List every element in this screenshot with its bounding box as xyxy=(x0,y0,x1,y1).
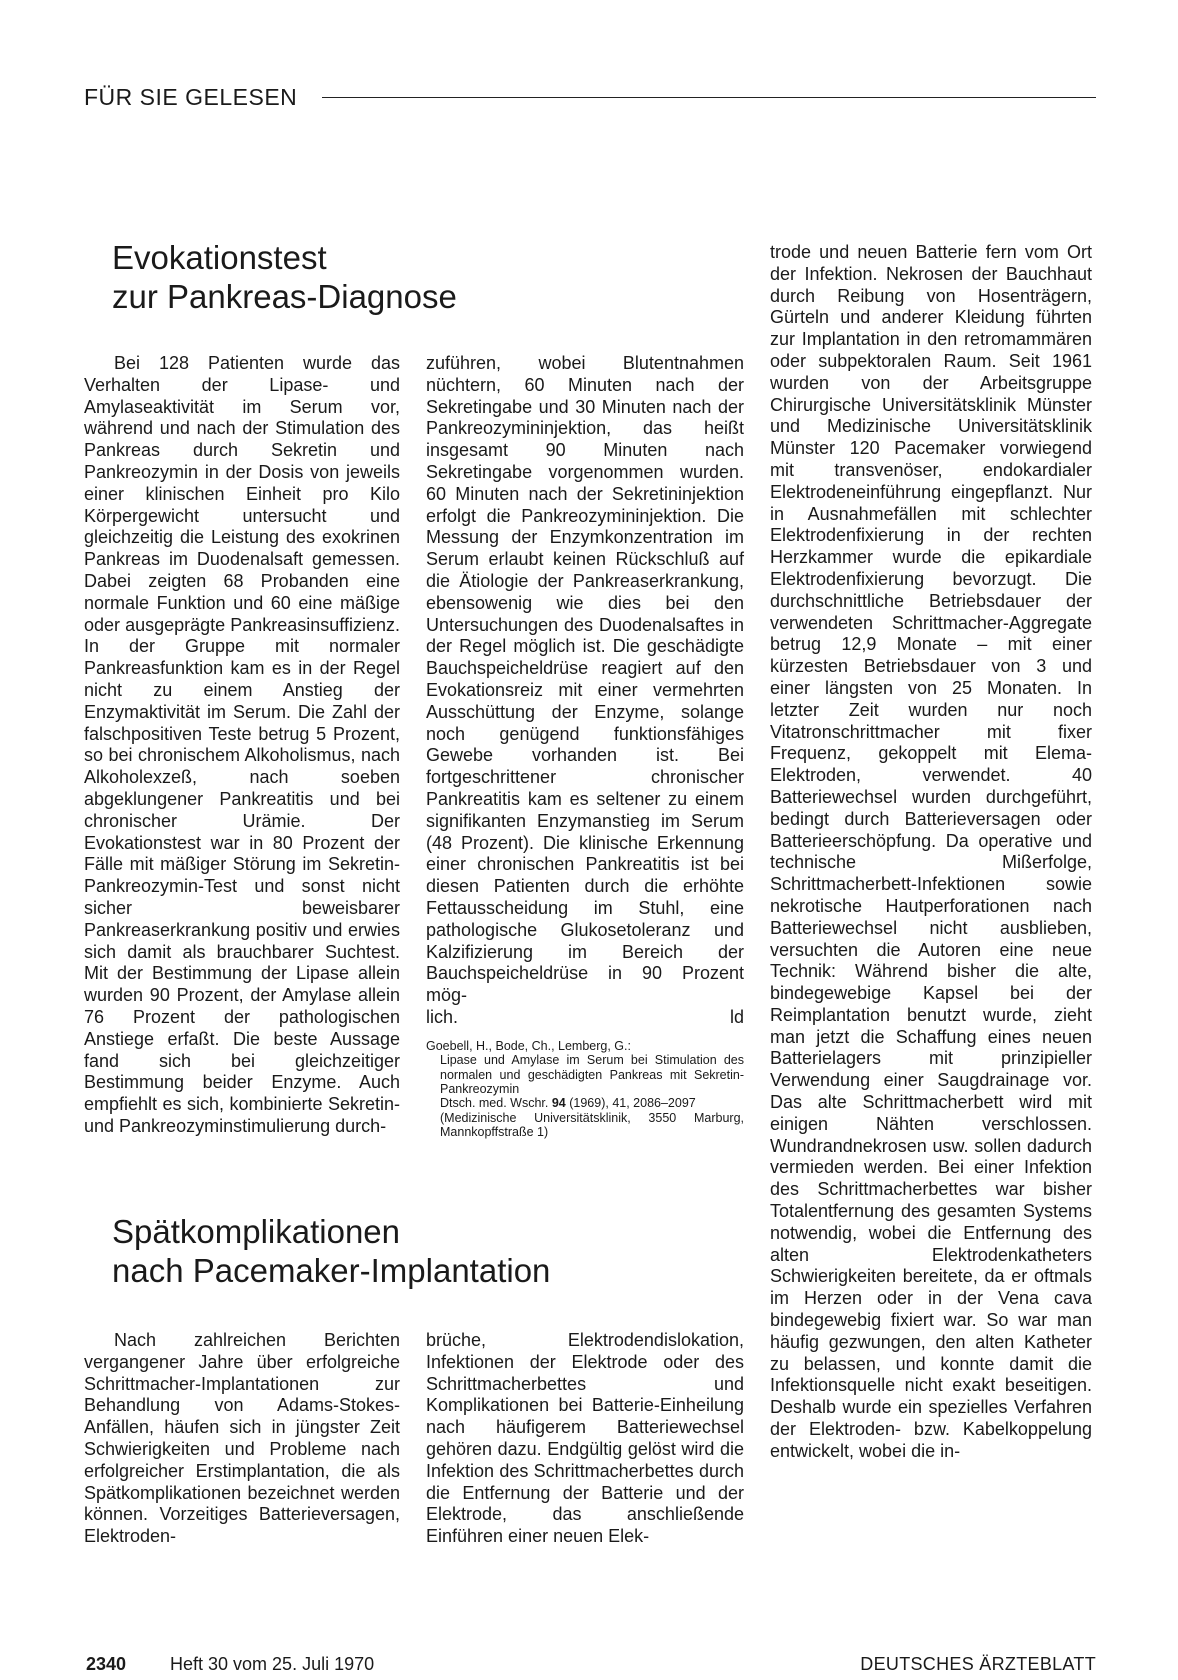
reference-issue: (1969), 41, 2086–2097 xyxy=(569,1096,696,1111)
article2-col2-text: brüche, Elektrodendislokation, Infektionen der Elektrode oder des Schrittmacherbettes und Komplikationen bei Batterie-Einheilung nach häufigerem Batteriewechsel gehören dazu. Endgültig gelöst wird die Infektion des Schrittmacherbettes durch die Entfernung der Batterie und der Elektrode, das anschließende Einführen einer neuen Elek- xyxy=(426,1330,744,1547)
reference-journal: Dtsch. med. Wschr. xyxy=(440,1096,549,1111)
article1-signature: ld xyxy=(729,1006,744,1027)
issue-date: Heft 30 vom 25. Juli 1970 xyxy=(170,1654,375,1674)
section-header xyxy=(84,82,1096,116)
article2-title-line1: Spätkomplikationen xyxy=(112,1213,401,1250)
article1-title-line2: zur Pankreas-Diagnose xyxy=(112,278,457,315)
page-number: 2340 xyxy=(86,1654,127,1674)
reference-volume: 94 xyxy=(551,1096,566,1111)
article1-col2-last: lich. xyxy=(426,1006,459,1027)
article1-signoff xyxy=(426,1007,744,1029)
section-label: FÜR SIE GELESEN xyxy=(84,84,298,110)
article1-col1-text: Bei 128 Patienten wurde das Verhalten der Lipase- und Amylaseaktivität im Serum vor, während und nach der Stimulation des Pankreas durch Sekretin und Pankreozymin in der Dosis von jeweils einer klinischen Einheit pro Kilo Körpergewicht untersucht und gleichzeitig die Leistung des exokrinen Pankreas im Duodenalsaft gemessen. Dabei zeigten 68 Probanden eine normale Funktion und 60 eine mäßige oder ausgeprägte Pankreasinsuffizienz. In der Gruppe mit normaler Pankreasfunktion kam es in der Regel nicht zu einem Anstieg der Enzymaktivität im Serum. Die Zahl der falschpositiven Teste betrug 5 Prozent, so bei chronischem Alkoholismus, nach Alkoholexzeß, nach soeben abgeklungener Pankreatitis und bei chronischer Urämie. Der Evokationstest war in 80 Prozent der Fälle mit mäßiger Störung im Sekretin-Pankreozymin-Test und sonst nicht sicher beweisbarer Pankreaserkrankung positiv und erwies sich damit als brauchbarer Suchtest. Mit der Bestimmung der Lipase allein wurden 90 Prozent, der Amylase allein 76 Prozent der pathologischen Anstiege erfaßt. Die beste Aussage fand sich bei gleichzeitiger Bestimmung beider Enzyme. Auch empfiehlt es sich, kombinierte Sekretin- und Pankreozyminstimulierung durch- xyxy=(84,353,400,1136)
reference-institution: (Medizinische Universitätsklinik, 3550 Marburg, Mannkopffstraße 1) xyxy=(440,1110,744,1140)
reference-authors: Goebell, H., Bode, Ch., Lemberg, G.: xyxy=(426,1038,631,1053)
article1-title-line1: Evokationstest xyxy=(112,239,327,276)
article2-title xyxy=(112,1212,550,1290)
article2-column-3 xyxy=(770,242,1092,1463)
article1-reference xyxy=(426,1039,744,1140)
reference-title: Lipase und Amylase im Serum bei Stimulation des normalen und geschädigten Pankreas mit Sekretin-Pankreozymin xyxy=(440,1053,744,1096)
article1-title xyxy=(112,238,457,316)
reference-source xyxy=(426,1096,744,1110)
article2-column-2 xyxy=(426,1330,744,1548)
publication-name: DEUTSCHES ÄRZTEBLATT xyxy=(860,1654,1096,1674)
article1-col2-text: zuführen, wobei Blutentnahmen nüchtern, 60 Minuten nach der Sekretingabe und 30 Minuten nach der Pankreozymininjektion, das heißt insgesamt 90 Minuten nach Sekretingabe vorgenommen wurden. 60 Minuten nach der Sekretininjektion erfolgt die Pankreozymininjektion. Die Messung der Enzymkonzentration im Serum erlaubt keinen Rückschluß auf die Ätiologie der Pankreaserkrankung, ebensowenig wie dies bei den Untersuchungen des Duodenalsaftes in der Regel möglich ist. Die geschädigte Bauchspeicheldrüse reagiert auf den Evokationsreiz mit einer vermehrten Ausschüttung der Enzyme, solange noch genügend funktionsfähiges Gewebe vorhanden ist. Bei fortgeschrittener chronischer Pankreatitis kam es seltener zu einem signifikanten Enzymanstieg im Serum (48 Prozent). Die klinische Erkennung einer chronischen Pankreatitis ist bei diesen Patienten durch die erhöhte Fettausscheidung im Stuhl, eine pathologische Glukosetoleranz und Kalzifizierung im Bereich der Bauchspeicheldrüse in 90 Prozent mög- xyxy=(426,353,744,1006)
article2-column-1 xyxy=(84,1330,400,1548)
article1-column-1 xyxy=(84,353,400,1138)
article2-col1-text: Nach zahlreichen Berichten vergangener Jahre über erfolgreiche Schrittmacher-Implantationen zur Behandlung von Adams-Stokes-Anfällen, häufen sich in jüngster Zeit Schwierigkeiten und Probleme nach erfolgreicher Erstimplantation, die als Spätkomplikationen bezeichnet werden können. Vorzeitiges Batterieversagen, Elektroden- xyxy=(84,1330,400,1547)
section-rule xyxy=(322,97,1096,98)
article2-col3-text: trode und neuen Batterie fern vom Ort der Infektion. Nekrosen der Bauchhaut durch Reibung von Hosenträgern, Gürteln und anderer Kleidung führten zur Implantation in den retromammären oder subpektoralen Raum. Seit 1961 wurden von der Arbeitsgruppe Chirurgische Universitätsklinik Münster und Medizinische Universitätsklinik Münster 120 Pacemaker vorwiegend mit transvenöser, endokardialer Elektrodeneinführung eingepflanzt. Nur in Ausnahmefällen mit schlechter Elektrodenfixierung in der rechten Herzkammer wurde die epikardiale Elektrodenfixierung bevorzugt. Die durchschnittliche Betriebsdauer der verwendeten Schrittmacher-Aggregate betrug 12,9 Monate – mit einer kürzesten Betriebsdauer von 3 und einer längsten von 25 Monaten. In letzter Zeit wurden nur noch Vitatronschrittmacher mit fixer Frequenz, gekoppelt mit Elema-Elektroden, verwendet. 40 Batteriewechsel wurden durchgeführt, bedingt durch Batterieversagen oder Batterieerschöpfung. Da operative und technische Mißerfolge, Schrittmacherbett-Infektionen sowie nekrotische Hautperforationen nach Batteriewechsel nicht ausblieben, versuchten die Autoren eine neue Technik: Während bisher die alte, bindegewebige Kapsel bei der Reimplantation benutzt wurde, zieht man jetzt die Schaffung eines neuen Batterielagers mit prinzipieller Verwendung einer Saugdrainage vor. Das alte Schrittmacherbett wird mit einigen Nähten verschlossen. Wundrandnekrosen usw. sollen dadurch vermieden werden. Bei einer Infektion des Schrittmacherbettes war bisher Totalentfernung des gesamten Systems notwendig, wobei die Entfernung des alten Elektrodenkatheters Schwierigkeiten bereitete, da er oftmals im Herzen oder in der Vena cava bindegewebig fixiert war. So war man häufig gezwungen, den alten Katheter zu belassen, und konnte damit die Infektionsquelle nicht exakt beseitigen. Deshalb wurde ein spezielles Verfahren der Elektroden- bzw. Kabelkoppelung entwickelt, wobei die in- xyxy=(770,242,1092,1461)
article1-column-2 xyxy=(426,353,744,1140)
article2-title-line2: nach Pacemaker-Implantation xyxy=(112,1252,551,1289)
